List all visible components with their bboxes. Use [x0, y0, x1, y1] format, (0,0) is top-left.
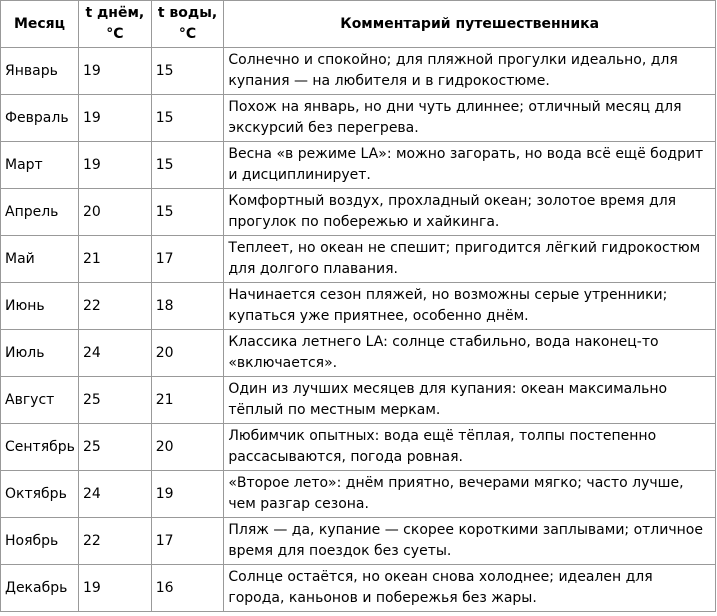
- cell-month: Март: [1, 142, 79, 189]
- cell-comment: Похож на январь, но дни чуть длиннее; отличный месяц для экскурсий без перегрева.: [224, 95, 716, 142]
- cell-day-temp: 20: [79, 189, 152, 236]
- cell-month: Октябрь: [1, 471, 79, 518]
- table-header: [1, 1, 716, 48]
- header-month: [1, 1, 79, 48]
- cell-comment: «Второе лето»: днём приятно, вечерами мягко; часто лучше, чем разгар сезона.: [224, 471, 716, 518]
- table-row: [1, 48, 716, 95]
- table-row: [1, 142, 716, 189]
- cell-day-temp: 19: [79, 565, 152, 612]
- table-row: [1, 189, 716, 236]
- header-month-label: Месяц: [13, 15, 66, 32]
- cell-comment: Пляж — да, купание — скорее короткими заплывами; отличное время для поездок без суеты.: [224, 518, 716, 565]
- cell-month: Февраль: [1, 95, 79, 142]
- cell-day-temp: 25: [79, 377, 152, 424]
- cell-month: Сентябрь: [1, 424, 79, 471]
- cell-water-temp: 17: [151, 236, 224, 283]
- cell-comment: Один из лучших месяцев для купания: океан максимально тёплый по местным меркам.: [224, 377, 716, 424]
- cell-day-temp: 19: [79, 48, 152, 95]
- cell-day-temp: 25: [79, 424, 152, 471]
- cell-comment: Солнечно и спокойно; для пляжной прогулки идеально, для купания — на любителя и в гидрокостюме.: [224, 48, 716, 95]
- table-row: [1, 377, 716, 424]
- header-day-temp: [79, 1, 152, 48]
- header-water-temp-line2: °C: [178, 26, 197, 42]
- table-row: [1, 424, 716, 471]
- cell-comment: Начинается сезон пляжей, но возможны серые утренники; купаться уже приятнее, особенно днём.: [224, 283, 716, 330]
- header-water-temp-line1: t воды,: [157, 5, 218, 21]
- table-row: [1, 565, 716, 612]
- cell-day-temp: 22: [79, 283, 152, 330]
- cell-comment: Весна «в режиме LA»: можно загорать, но вода всё ещё бодрит и дисциплинирует.: [224, 142, 716, 189]
- table-row: [1, 95, 716, 142]
- header-comment-label: Комментарий путешественника: [340, 15, 600, 32]
- cell-day-temp: 24: [79, 471, 152, 518]
- cell-day-temp: 21: [79, 236, 152, 283]
- cell-month: Май: [1, 236, 79, 283]
- cell-comment: Комфортный воздух, прохладный океан; золотое время для прогулок по побережью и хайкинга.: [224, 189, 716, 236]
- cell-water-temp: 15: [151, 48, 224, 95]
- header-row: [1, 1, 716, 48]
- cell-month: Апрель: [1, 189, 79, 236]
- cell-month: Январь: [1, 48, 79, 95]
- cell-comment: Классика летнего LA: солнце стабильно, вода наконец-то «включается».: [224, 330, 716, 377]
- cell-water-temp: 21: [151, 377, 224, 424]
- cell-comment: Солнце остаётся, но океан снова холоднее; идеален для города, каньонов и побережья без жары.: [224, 565, 716, 612]
- cell-water-temp: 20: [151, 330, 224, 377]
- table-row: [1, 330, 716, 377]
- cell-water-temp: 15: [151, 142, 224, 189]
- cell-month: Июль: [1, 330, 79, 377]
- cell-water-temp: 19: [151, 471, 224, 518]
- cell-month: Июнь: [1, 283, 79, 330]
- cell-water-temp: 20: [151, 424, 224, 471]
- cell-day-temp: 19: [79, 95, 152, 142]
- header-comment: [224, 1, 716, 48]
- header-water-temp: [151, 1, 224, 48]
- cell-water-temp: 18: [151, 283, 224, 330]
- cell-water-temp: 15: [151, 189, 224, 236]
- cell-day-temp: 19: [79, 142, 152, 189]
- cell-comment: Теплеет, но океан не спешит; пригодится лёгкий гидрокостюм для долгого плавания.: [224, 236, 716, 283]
- cell-month: Декабрь: [1, 565, 79, 612]
- table-row: [1, 518, 716, 565]
- table-row: [1, 471, 716, 518]
- table-body: [1, 48, 716, 612]
- table-row: [1, 236, 716, 283]
- cell-comment: Любимчик опытных: вода ещё тёплая, толпы постепенно рассасываются, погода ровная.: [224, 424, 716, 471]
- cell-water-temp: 16: [151, 565, 224, 612]
- cell-month: Ноябрь: [1, 518, 79, 565]
- header-day-temp-line2: °C: [106, 26, 124, 42]
- table-row: [1, 283, 716, 330]
- cell-day-temp: 24: [79, 330, 152, 377]
- cell-water-temp: 17: [151, 518, 224, 565]
- cell-day-temp: 22: [79, 518, 152, 565]
- cell-water-temp: 15: [151, 95, 224, 142]
- header-day-temp-line1: t днём,: [85, 5, 145, 21]
- cell-month: Август: [1, 377, 79, 424]
